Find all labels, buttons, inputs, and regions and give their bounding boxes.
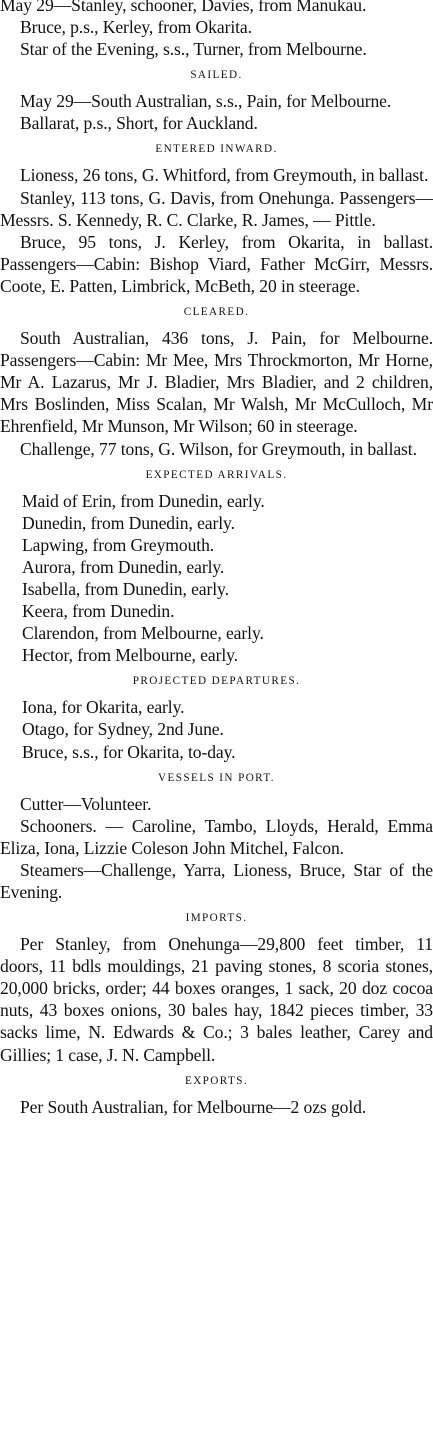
imports-heading: IMPORTS. <box>185 912 248 925</box>
entered-item-3: Bruce, 95 tons, J. Kerley, from Okarita, in ballast. Passengers—Cabin: Bishop Viard, Father McGirr, Messrs. Coote, E. Patten, Limbrick, McBeth, 20 in steerage. <box>0 231 433 296</box>
arrived-item-3: Star of the Evening, s.s., Turner, from Melbourne. <box>20 39 367 60</box>
arrived-item-1: May 29—Stanley, schooner, Davies, from Manukau. <box>0 0 367 15</box>
cleared-item-2: Challenge, 77 tons, G. Wilson, for Greymouth, in ballast. <box>20 438 417 459</box>
cleared-heading: CLEARED. <box>183 306 250 319</box>
in-port-item-1: Cutter—Volunteer. <box>20 793 152 814</box>
cleared-item-1: South Australian, 436 tons, J. Pain, for Melbourne. Passengers—Cabin: Mr Mee, Mrs Throckmorton, Mr Horne, Mr A. Lazarus, Mr J. Bladier, Mrs Bladier, and 2 children, Mrs Boslinden, Miss Scalan, Mr Walsh, Mr McCulloch, Mr Ehrenfield, Mr Munson, Mr Wilson; 60 in steerage. <box>0 328 433 437</box>
expected-arrivals-heading: EXPECTED ARRIVALS. <box>145 468 288 481</box>
imports-item-1: Per Stanley, from Onehunga—29,800 feet timber, 11 doors, 11 bdls mouldings, 21 paving stones, 8 scoria stones, 20,000 bricks, order; 44 boxes oranges, 1 sack, 20 doz cocoa nuts, 43 boxes onions, 30 bales hay, 1842 pieces timber, 33 sacks lime, N. Edwards & Co.; 3 bales leather, Carey and Gillies; 1 case, J. N. Campbell. <box>0 934 433 1065</box>
in-port-item-3: Steamers—Challenge, Yarra, Lioness, Bruce, Star of the Evening. <box>0 859 433 902</box>
expected-item-4: Aurora, from Dunedin, early. <box>22 556 225 577</box>
departure-item-1: Iona, for Okarita, early. <box>22 697 185 718</box>
expected-item-1: Maid of Erin, from Dunedin, early. <box>22 490 265 511</box>
entered-inward-heading: ENTERED INWARD. <box>155 143 278 156</box>
departure-item-3: Bruce, s.s., for Okarita, to-day. <box>22 741 236 762</box>
sailed-item-1: May 29—South Australian, s.s., Pain, for Melbourne. <box>20 91 392 112</box>
expected-item-6: Keera, from Dunedin. <box>22 601 175 622</box>
exports-heading: EXPORTS. <box>184 1074 249 1087</box>
sailed-heading: SAILED. <box>190 69 243 82</box>
vessels-in-port-heading: VESSELS IN PORT. <box>158 771 275 784</box>
entered-item-2: Stanley, 113 tons, G. Davis, from Onehunga. Passengers—Messrs. S. Kennedy, R. C. Clarke, R. James, — Pittle. <box>0 187 433 230</box>
expected-item-3: Lapwing, from Greymouth. <box>22 534 215 555</box>
expected-item-5: Isabella, from Dunedin, early. <box>22 578 229 599</box>
entered-item-1: Lioness, 26 tons, G. Whitford, from Greymouth, in ballast. <box>20 165 429 186</box>
sailed-item-2: Ballarat, p.s., Short, for Auckland. <box>20 113 258 134</box>
in-port-item-2: Schooners. — Caroline, Tambo, Lloyds, Herald, Emma Eliza, Iona, Lizzie Coleson John Mitchel, Falcon. <box>0 815 433 858</box>
projected-departures-heading: PROJECTED DEPARTURES. <box>132 675 301 688</box>
expected-item-7: Clarendon, from Melbourne, early. <box>22 623 264 644</box>
arrived-item-2: Bruce, p.s., Kerley, from Okarita. <box>20 17 252 38</box>
expected-item-8: Hector, from Melbourne, early. <box>22 645 238 666</box>
departure-item-2: Otago, for Sydney, 2nd June. <box>22 719 224 740</box>
expected-item-2: Dunedin, from Dunedin, early. <box>22 512 235 533</box>
exports-item-1: Per South Australian, for Melbourne—2 ozs gold. <box>20 1096 367 1117</box>
